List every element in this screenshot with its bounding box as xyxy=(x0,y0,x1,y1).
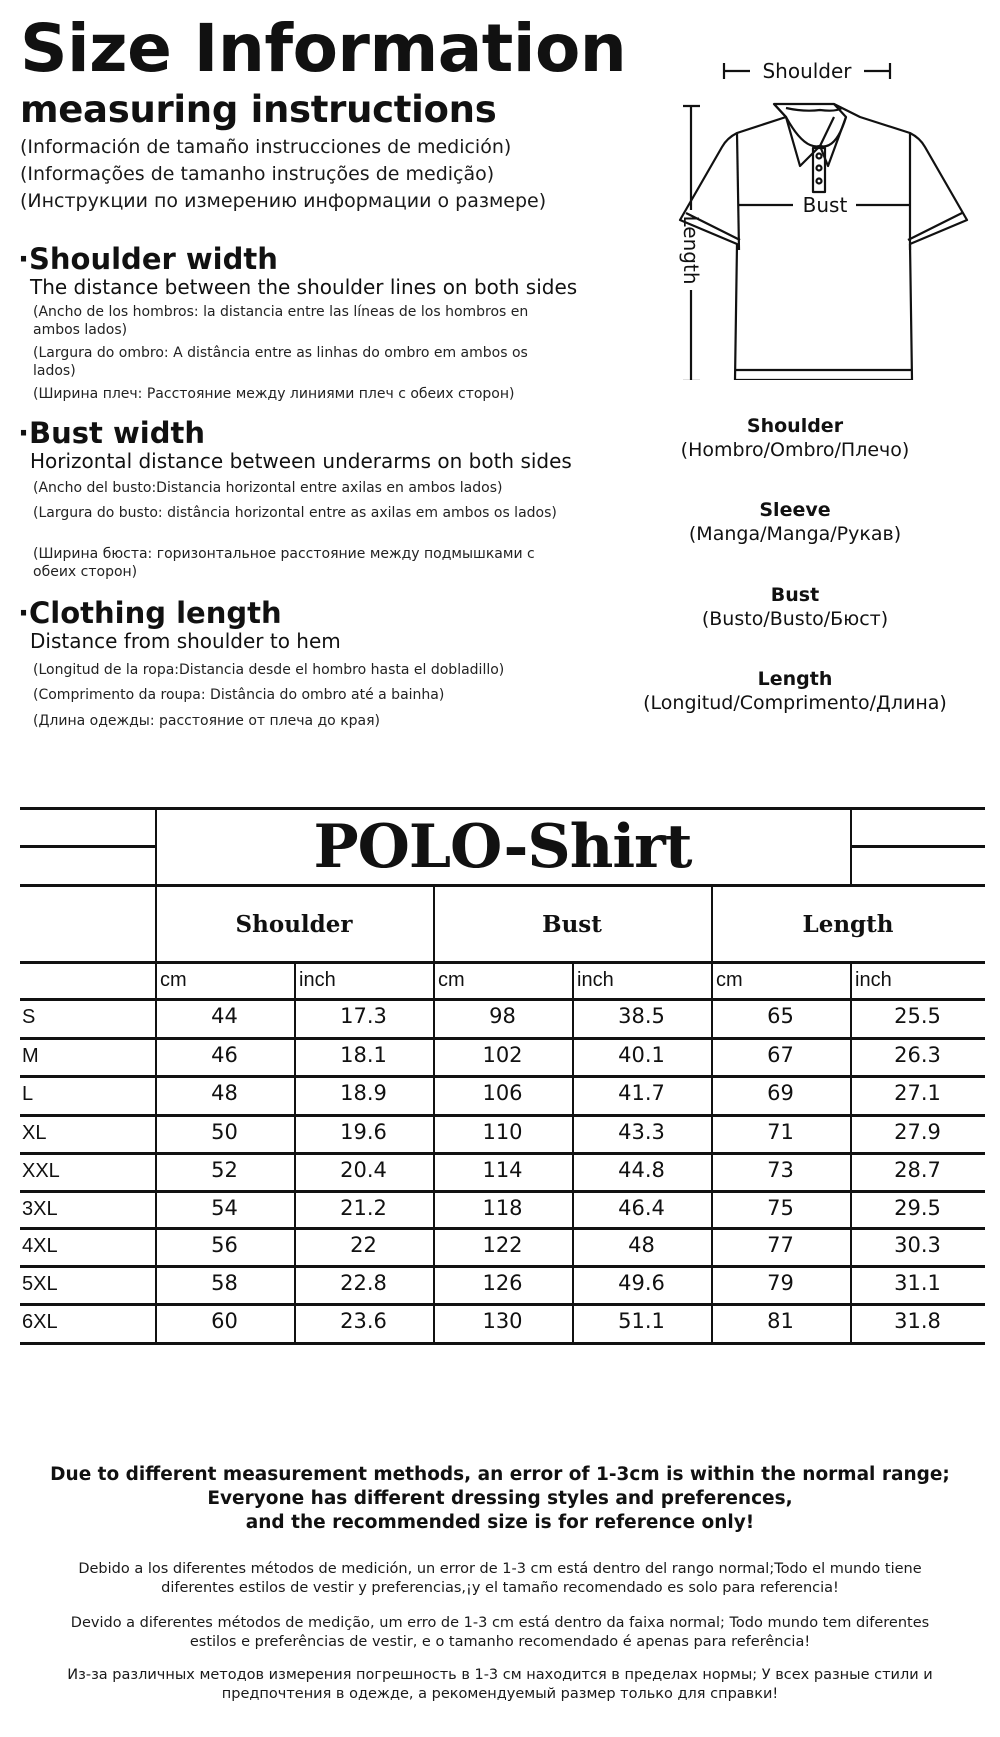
table-divider xyxy=(155,807,157,1344)
unit-header: inch xyxy=(577,969,614,991)
table-cell: 58 xyxy=(211,1271,238,1295)
section-note: (Ancho de los hombros: la distancia entre las líneas de los hombros en ambos lados) xyxy=(33,304,529,338)
table-cell: 79 xyxy=(767,1271,794,1295)
table-cell: 31.8 xyxy=(894,1309,941,1333)
size-label: XXL xyxy=(22,1160,60,1182)
legend-term-shoulder: Shoulder xyxy=(746,415,844,437)
section-description-clothing-length: Distance from shoulder to hem xyxy=(30,629,341,653)
table-cell: 40.1 xyxy=(618,1043,665,1067)
legend-term-sleeve: Sleeve xyxy=(759,499,831,521)
table-rule xyxy=(20,1037,985,1040)
table-cell: 50 xyxy=(211,1120,238,1144)
table-cell: 28.7 xyxy=(894,1158,941,1182)
table-rule xyxy=(20,1190,985,1193)
table-cell: 65 xyxy=(767,1004,794,1028)
disclaimer-line: Due to different measurement methods, an error of 1-3cm is within the normal range; xyxy=(50,1464,950,1485)
size-label: XL xyxy=(22,1122,47,1144)
table-cell: 110 xyxy=(482,1120,523,1144)
table-cell: 77 xyxy=(767,1233,794,1257)
section-heading-shoulder-width: ·Shoulder width xyxy=(18,242,278,276)
size-label: 4XL xyxy=(22,1235,58,1257)
diagram-shoulder-label: Shoulder xyxy=(762,59,852,83)
table-title: POLO-Shirt xyxy=(313,812,692,882)
table-cell: 102 xyxy=(482,1043,523,1067)
table-cell: 22 xyxy=(350,1233,377,1257)
table-cell: 22.8 xyxy=(340,1271,387,1295)
page-title: Size Information xyxy=(20,10,627,87)
table-cell: 21.2 xyxy=(340,1196,387,1220)
table-cell: 49.6 xyxy=(618,1271,665,1295)
table-cell: 25.5 xyxy=(894,1004,941,1028)
section-note: (Ширина плеч: Расстояние между линиями плеч с обеих сторон) xyxy=(33,386,515,402)
size-label: S xyxy=(22,1006,36,1028)
legend-translation-length: (Longitud/Comprimento/Длина) xyxy=(643,692,947,714)
section-description-shoulder-width: The distance between the shoulder lines on both sides xyxy=(30,275,578,299)
table-cell: 75 xyxy=(767,1196,794,1220)
table-cell: 19.6 xyxy=(340,1120,387,1144)
table-cell: 18.9 xyxy=(340,1081,387,1105)
disclaimer-portuguese: Devido a diferentes métodos de medição, um erro de 1-3 cm está dentro da faixa normal; Todo mundo tem diferentes estilos e preferências de vestir, e o tamanho recomendado é apenas para referência! xyxy=(70,1615,930,1650)
table-cell: 48 xyxy=(211,1081,238,1105)
section-note: (Длина одежды: расстояние от плеча до края) xyxy=(33,713,381,729)
diagram-length-label: Length xyxy=(679,215,703,285)
section-note: (Ancho del busto:Distancia horizontal entre axilas en ambos lados) xyxy=(33,480,503,496)
size-label: M xyxy=(22,1045,39,1067)
page-subtitle: measuring instructions xyxy=(20,88,497,131)
table-rule xyxy=(20,1265,985,1268)
unit-header: inch xyxy=(299,969,336,991)
table-cell: 81 xyxy=(767,1309,794,1333)
polo-shirt-diagram xyxy=(620,20,1000,380)
table-cell: 30.3 xyxy=(894,1233,941,1257)
section-heading-bust-width: ·Bust width xyxy=(18,416,205,450)
table-cell: 118 xyxy=(482,1196,523,1220)
table-cell: 46.4 xyxy=(618,1196,665,1220)
unit-header: inch xyxy=(855,969,892,991)
table-cell: 20.4 xyxy=(340,1158,387,1182)
table-cell: 51.1 xyxy=(618,1309,665,1333)
table-rule xyxy=(20,845,155,848)
table-rule xyxy=(20,1342,985,1345)
table-cell: 114 xyxy=(482,1158,523,1182)
disclaimer-russian: Из-за различных методов измерения погрешность в 1-3 см находится в пределах нормы; У всех разные стили и предпочтения в одежде, а рекомендуемый размер только для справки! xyxy=(67,1667,933,1702)
table-cell: 98 xyxy=(489,1004,516,1028)
unit-header: cm xyxy=(160,969,187,991)
column-group-length: Length xyxy=(802,911,894,938)
size-label: L xyxy=(22,1083,34,1105)
disclaimer-line: and the recommended size is for reference only! xyxy=(245,1512,755,1533)
column-group-shoulder: Shoulder xyxy=(235,911,353,938)
column-group-bust: Bust xyxy=(542,911,602,938)
polo-shirt-icon xyxy=(620,20,1000,380)
table-cell: 27.9 xyxy=(894,1120,941,1144)
subtitle-translation-es: (Información de tamaño instrucciones de medición) xyxy=(20,136,512,158)
legend-translation-bust: (Busto/Busto/Бюст) xyxy=(701,608,889,630)
table-rule xyxy=(20,961,985,964)
section-note: (Largura do ombro: A distância entre as linhas do ombro em ambos os lados) xyxy=(33,345,528,379)
table-cell: 126 xyxy=(482,1271,523,1295)
table-cell: 44.8 xyxy=(618,1158,665,1182)
table-rule xyxy=(20,1227,985,1230)
table-rule xyxy=(20,998,985,1001)
legend-translation-sleeve: (Manga/Manga/Рукав) xyxy=(688,523,902,545)
table-cell: 18.1 xyxy=(340,1043,387,1067)
diagram-bust-label: Bust xyxy=(802,193,848,217)
table-rule xyxy=(20,1114,985,1117)
table-cell: 69 xyxy=(767,1081,794,1105)
table-cell: 26.3 xyxy=(894,1043,941,1067)
table-cell: 71 xyxy=(767,1120,794,1144)
table-cell: 27.1 xyxy=(894,1081,941,1105)
table-cell: 31.1 xyxy=(894,1271,941,1295)
section-description-bust-width: Horizontal distance between underarms on both sides xyxy=(30,449,572,473)
section-heading-clothing-length: ·Clothing length xyxy=(18,596,282,630)
table-cell: 48 xyxy=(628,1233,655,1257)
table-cell: 43.3 xyxy=(618,1120,665,1144)
section-note: (Largura do busto: distância horizontal entre as axilas em ambos os lados) xyxy=(33,505,557,521)
table-cell: 29.5 xyxy=(894,1196,941,1220)
section-note: (Comprimento da roupa: Distância do ombro até a bainha) xyxy=(33,687,445,703)
table-cell: 130 xyxy=(482,1309,523,1333)
table-cell: 44 xyxy=(211,1004,238,1028)
subtitle-translation-pt: (Informações de tamanho instruções de medição) xyxy=(20,163,495,185)
subtitle-translation-ru: (Инструкции по измерению информации о размере) xyxy=(20,190,547,212)
table-cell: 23.6 xyxy=(340,1309,387,1333)
table-cell: 60 xyxy=(211,1309,238,1333)
table-rule xyxy=(20,1303,985,1306)
table-cell: 38.5 xyxy=(618,1004,665,1028)
table-cell: 106 xyxy=(482,1081,523,1105)
unit-header: cm xyxy=(716,969,743,991)
table-divider xyxy=(850,807,852,884)
disclaimer-line: Everyone has different dressing styles and preferences, xyxy=(207,1488,793,1509)
table-cell: 67 xyxy=(767,1043,794,1067)
unit-header: cm xyxy=(438,969,465,991)
table-cell: 73 xyxy=(767,1158,794,1182)
table-rule xyxy=(20,1152,985,1155)
disclaimer-spanish: Debido a los diferentes métodos de medición, un error de 1-3 cm está dentro del rango normal;Todo el mundo tiene diferentes estilos de vestir y preferencias,¡y el tamaño recomendado es solo para referencia! xyxy=(78,1561,922,1596)
table-cell: 41.7 xyxy=(618,1081,665,1105)
table-cell: 54 xyxy=(211,1196,238,1220)
table-rule xyxy=(20,1075,985,1078)
legend-term-bust: Bust xyxy=(770,584,820,606)
table-cell: 56 xyxy=(211,1233,238,1257)
table-rule xyxy=(20,884,985,887)
legend-term-length: Length xyxy=(757,668,833,690)
size-label: 6XL xyxy=(22,1311,58,1333)
section-note: (Ширина бюста: горизонтальное расстояние между подмышками с обеих сторон) xyxy=(33,546,535,580)
section-note: (Longitud de la ropa:Distancia desde el hombro hasta el dobladillo) xyxy=(33,662,505,678)
table-rule xyxy=(850,845,985,848)
table-cell: 122 xyxy=(482,1233,523,1257)
table-cell: 17.3 xyxy=(340,1004,387,1028)
table-cell: 52 xyxy=(211,1158,238,1182)
table-cell: 46 xyxy=(211,1043,238,1067)
size-label: 5XL xyxy=(22,1273,58,1295)
legend-translation-shoulder: (Hombro/Ombro/Плечо) xyxy=(680,439,910,461)
size-label: 3XL xyxy=(22,1198,58,1220)
size-table xyxy=(20,807,985,1347)
